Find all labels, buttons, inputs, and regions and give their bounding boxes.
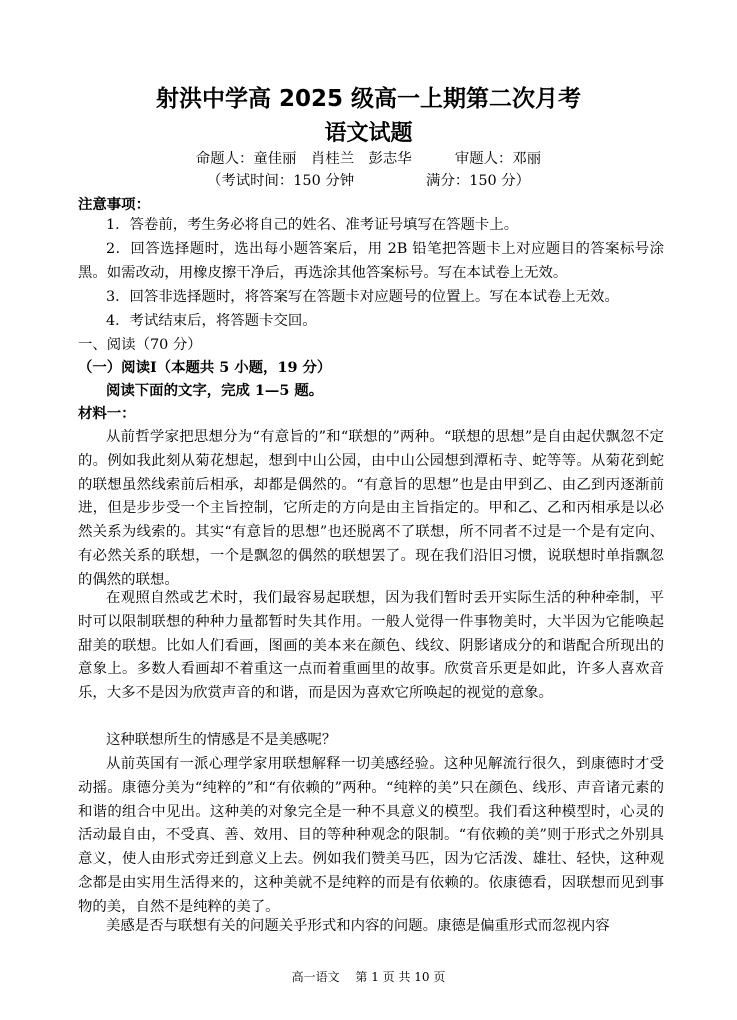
article-paragraph: 从前哲学家把思想分为“有意旨的”和“联想的”两种。“联想的思想”是自由起伏飘忽不定的。例如我此刻从菊花想起，想到中山公园，由中山公园想到潭柘寺、蛇等等。从菊花到蛇的联想虽然线索前后相承，却都是偶然的。“有意旨的思想”也是由甲到乙、由乙到丙逐渐前进，但是步步受一个主旨控制，它所走的方向是由主旨指定的。甲和乙、乙和丙相承是以必然关系为线索的。其实“有意旨的思想”也还脱离不了联想，所不同者不过是一个是有定向、有必然关系的联想，一个是飘忽的偶然的联想罢了。现在我们沿旧习惯，说联想时单指飘忽的偶然的联想。	[78, 429, 664, 588]
exam-subtitle: 语文试题	[324, 121, 413, 146]
notice-heading: 注意事项：	[78, 196, 150, 213]
notice-item: 2．回答选择题时，选出每小题答案后，用 2B 铅笔把答题卡上对应题目的答案标号涂黑。如需改动，用橡皮擦干净后，再选涂其他答案标号。写在本试卷上无效。	[78, 241, 664, 281]
notice-item: 4．考试结束后，将答题卡交回。	[106, 313, 317, 329]
page-footer: 高一语文 第 1 页 共 10 页	[291, 970, 446, 984]
exam-info-line: （考试时间：150 分钟 满分：150 分）	[206, 173, 531, 189]
subsection-title: （一）阅读Ⅰ（本题共 5 小题，19 分）	[78, 359, 332, 376]
article-paragraph: 从前英国有一派心理学家用联想解释一切美感经验。这种见解流行很久，到康德时才受动摇。康德分美为“纯粹的”和“有依赖的”两种。“纯粹的美”只在颜色、线形、声音诸元素的和谐的组合中见出。这种美的对象完全是一种不具意义的模型。我们看这种模型时，心灵的活动最自由，不受真、善、效用、目的等种种观念的限制。“有依赖的美”则于形式之外别具意义，使人由形式旁迁到意义上去。例如我们赞美马匹，因为它活泼、雄壮、轻快，这种观念都是由实用生活得来的，这种美就不是纯粹的而是有依赖的。依康德看，因联想而见到事物的美，自然不是纯粹的美了。	[78, 756, 664, 915]
notice-item: 1．答卷前，考生务必将自己的姓名、准考证号填写在答题卡上。	[106, 217, 519, 233]
article-paragraph: 这种联想所生的情感是不是美感呢？	[106, 732, 337, 748]
material-label: 材料一：	[78, 405, 136, 422]
section-title: 一、阅读（70 分）	[78, 337, 202, 353]
notice-item: 3．回答非选择题时，将答案写在答题卡对应题号的位置上。写在本试卷上无效。	[106, 289, 619, 305]
reading-instruction: 阅读下面的文字，完成 1—5 题。	[106, 382, 324, 399]
article-paragraph: 在观照自然或艺术时，我们最容易起联想，因为我们暂时丢开实际生活的种种牵制，平时可以限制联想的种种力量都暂时失其作用。一般人觉得一件事物美时，大半因为它能唤起甜美的联想。比如人们看画，图画的美本来在颜色、线纹、阴影诸成分的和谐配合所现出的意象上。多数人看画却不着重这一点而着重画里的故事。欣赏音乐更是如此，许多人喜欢音乐，大多不是因为欣赏声音的和谐，而是因为喜欢它所唤起的视觉的意象。	[78, 590, 664, 702]
article-paragraph: 美感是否与联想有关的问题关乎形式和内容的问题。康德是偏重形式而忽视内容	[106, 918, 610, 934]
authors-line: 命题人：童佳丽 肖桂兰 彭志华 审题人：邓丽	[195, 151, 542, 167]
exam-title: 射洪中学高 2025 级高一上期第二次月考	[155, 86, 582, 112]
